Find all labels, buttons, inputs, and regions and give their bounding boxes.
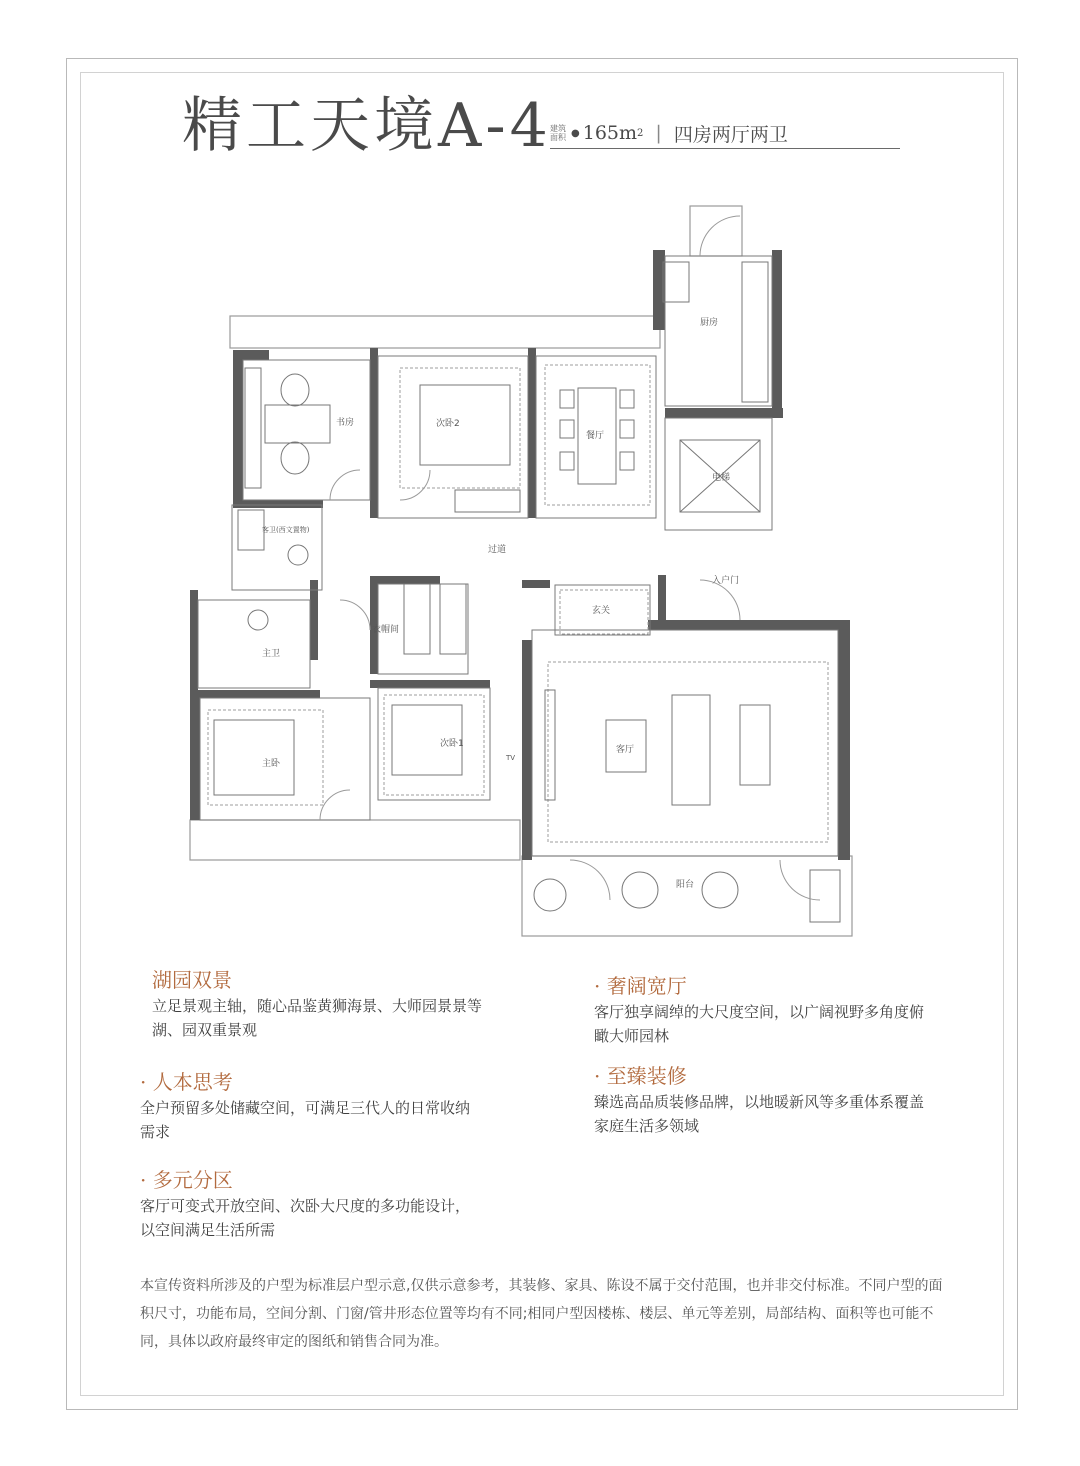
- tv-cabinet: [545, 690, 555, 800]
- kitchen-label: 厨房: [700, 318, 719, 328]
- study-chair: [281, 374, 309, 406]
- dining-chair: [560, 390, 574, 408]
- master-bath-room: [198, 600, 310, 688]
- balcony-plant: [534, 879, 566, 911]
- dining-chair: [560, 420, 574, 438]
- feature-title: · 至臻装修: [594, 1064, 687, 1088]
- guest-bath-room: [232, 505, 322, 590]
- elevator-label: 电梯: [712, 473, 731, 483]
- dining-chair: [620, 390, 634, 408]
- balcony-door-swing: [780, 860, 820, 900]
- bedroom2-label: 次卧2: [436, 419, 460, 429]
- feature-storage: [140, 1068, 470, 1144]
- master-bed: [214, 720, 294, 795]
- cloakroom-label: 衣帽间: [372, 625, 400, 635]
- balcony-label: 阳台: [676, 880, 695, 890]
- layout-type: 四房两厅两卫: [673, 123, 788, 146]
- bedroom1-label: 次卧1: [440, 739, 464, 749]
- area-unit: 2: [637, 127, 644, 139]
- feature-body: 臻选高品质装修品牌，以地暖新风等多重体系覆盖家庭生活多领域: [594, 1093, 925, 1135]
- dining-label: 餐厅: [586, 431, 605, 441]
- feature-title: 湖园双景: [152, 968, 232, 992]
- washer: [810, 870, 840, 922]
- balcony-chair: [702, 872, 738, 908]
- kitchen-entry-bump: [690, 206, 742, 256]
- living-label: 客厅: [616, 745, 635, 755]
- area-label: 建筑面积: [550, 124, 566, 142]
- master-bedroom-label: 主卧: [262, 759, 281, 769]
- north-window-strip: [230, 316, 660, 348]
- living-room: [532, 630, 838, 856]
- foyer-label: 玄关: [592, 606, 611, 616]
- door-swing: [400, 470, 430, 500]
- dining-chair: [620, 420, 634, 438]
- feature-lake-garden: [152, 966, 482, 1042]
- living-rug: [548, 662, 828, 842]
- kitchen-door-swing: [700, 216, 740, 256]
- master-bath-label: 主卫: [262, 649, 281, 659]
- door-swing: [320, 790, 350, 820]
- south-window-strip: [190, 820, 520, 860]
- wardrobe: [440, 584, 466, 654]
- feature-title: · 人本思考: [140, 1070, 233, 1094]
- guest-bath-label: 客卫(西文置物): [262, 526, 310, 534]
- balcony-door-swing: [570, 860, 610, 900]
- shower: [238, 510, 264, 550]
- feature-title: · 奢阔宽厅: [594, 974, 687, 998]
- spec-divider: |: [655, 122, 662, 144]
- walls: [190, 250, 850, 860]
- feature-body: 客厅可变式开放空间、次卧大尺度的多功能设计，以空间满足生活所需: [140, 1197, 471, 1239]
- study-shelf: [245, 368, 261, 488]
- toilet: [248, 610, 268, 630]
- kitchen-counter: [742, 262, 768, 402]
- balcony-chair: [622, 872, 658, 908]
- bedroom2-rug: [400, 368, 520, 488]
- tv-label: TV: [506, 754, 516, 762]
- kitchen-room: [665, 256, 772, 406]
- bedroom1-rug: [384, 695, 484, 795]
- area-value: 165m: [582, 122, 638, 144]
- feature-body: 客厅独享阔绰的大尺度空间，以广阔视野多角度俯瞰大师园林: [594, 1003, 925, 1045]
- feature-living-room: [594, 972, 924, 1048]
- bed2-bench: [455, 490, 520, 512]
- master-rug: [208, 710, 323, 805]
- feature-body: 立足景观主轴，随心品鉴黄狮海景、大师园景景等湖、园双重景观: [152, 997, 483, 1039]
- dining-chair: [620, 452, 634, 470]
- study-label: 书房: [336, 418, 355, 428]
- corridor-label: 过道: [488, 545, 507, 555]
- feature-zoning: [140, 1166, 470, 1242]
- entrance-door-swing: [700, 580, 740, 620]
- study-desk: [265, 405, 330, 443]
- toilet: [288, 545, 308, 565]
- dining-chair: [560, 452, 574, 470]
- door-swing: [330, 470, 360, 500]
- feature-decoration: [594, 1062, 924, 1138]
- disclaimer-text: 本宣传资料所涉及的户型为标准层户型示意,仅供示意参考，其装修、家具、陈设不属于交付范围，也并非交付标准。不同户型的面积尺寸，功能布局，空间分割、门窗/管井形态位置等均有不同;相同户型因楼栋、楼层、单元等差别，局部结构、面积等也可能不同，具体以政府最终审定的图纸和销售合同为准。: [140, 1278, 943, 1350]
- entrance-label: 入户门: [712, 576, 740, 586]
- bullet-dot: ●: [571, 127, 580, 139]
- bed2: [420, 385, 510, 465]
- kitchen-sink: [663, 262, 689, 302]
- piano: [740, 705, 770, 785]
- door-swing: [340, 600, 370, 630]
- master-bedroom-room: [200, 698, 370, 820]
- feature-body: 全户预留多处储藏空间，可满足三代人的日常收纳需求: [140, 1099, 471, 1141]
- page-title: 精工天境A-4: [182, 91, 552, 161]
- sofa: [672, 695, 710, 805]
- feature-title: · 多元分区: [140, 1168, 233, 1192]
- wardrobe: [404, 584, 430, 654]
- study-chair: [281, 442, 309, 474]
